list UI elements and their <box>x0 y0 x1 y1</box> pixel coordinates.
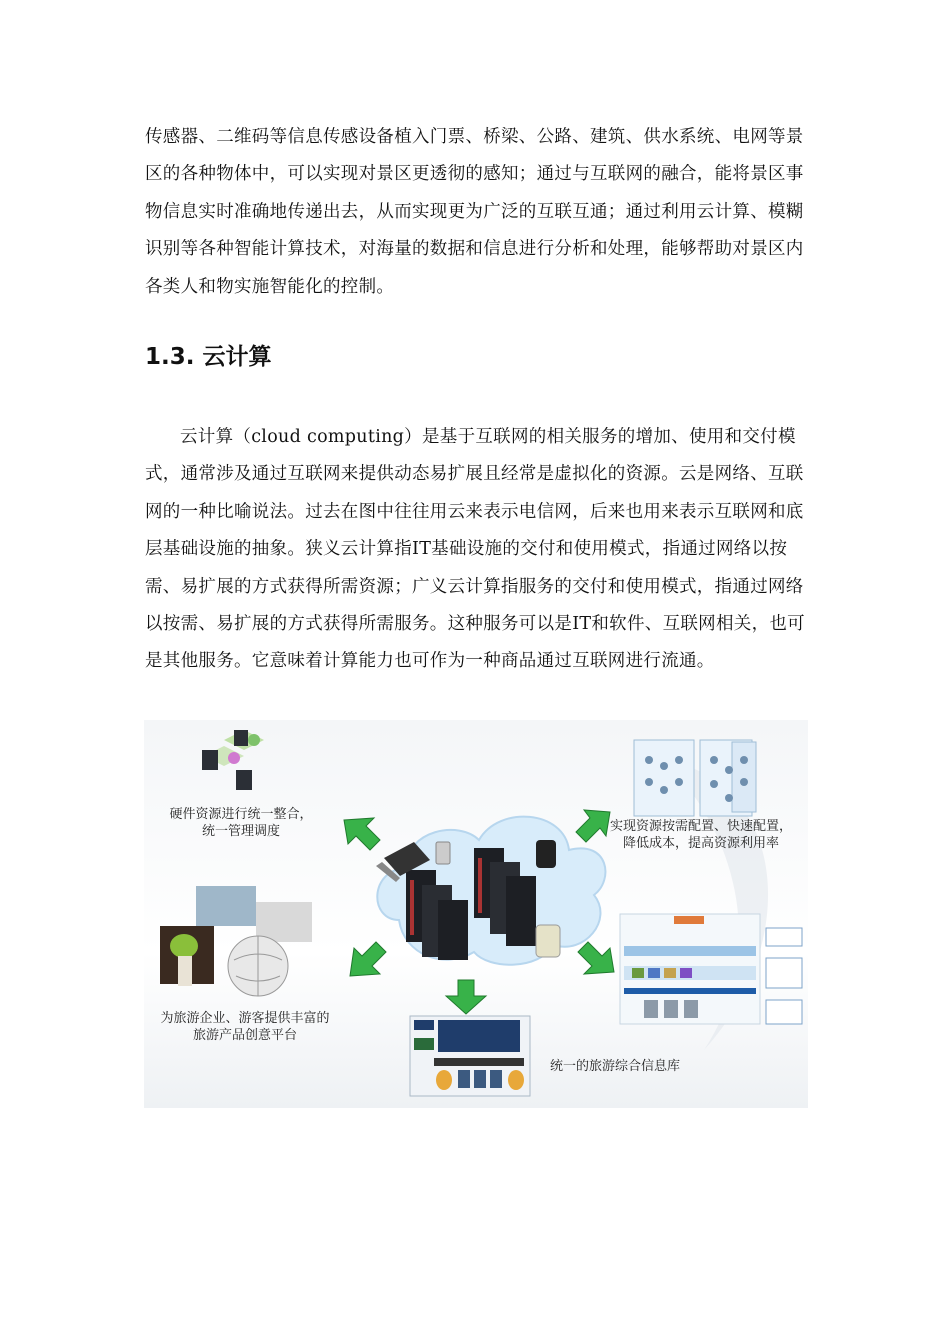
architecture-diagram-icon <box>620 914 802 1024</box>
arrow-bottom-left-icon <box>350 942 386 976</box>
body-paragraph-2: 云计算（cloud computing）是基于互联网的相关服务的增加、使用和交付模式，通常涉及通过互联网来提供动态易扩展且经常是虚拟化的资源。云是网络、互联网的一种比喻说法。过去在图中往往用云来表示电信网，后来也用来表示互联网和底层基础设施的抽象。狭义云计算指IT基础设施的交付和使用模式，指通过网络以按需、易扩展的方式获得所需资源；广义云计算指服务的交付和使用模式，指通过网络以按需、易扩展的方式获得所需服务。这种服务可以是IT和软件、互联网相关，也可是其他服务。它意味着计算能力也可作为一种商品通过互联网进行流通。 <box>145 427 805 672</box>
caption-hardware-integration: 硬件资源进行统一整合，统一管理调度 <box>169 807 313 839</box>
arrow-bottom-right-icon <box>578 942 614 974</box>
mobile-phone-icon <box>536 840 556 868</box>
tourism-photo-collage-icon <box>160 886 312 996</box>
caption-resource-allocation: 实现资源按需配置、快速配置，降低成本，提高资源利用率 <box>610 819 793 851</box>
section-heading: 1.3. 云计算 <box>145 344 272 370</box>
arrow-top-right-icon <box>576 810 610 842</box>
media-player-icon <box>436 842 450 864</box>
cloud-computing-figure <box>144 720 808 1108</box>
hardware-cluster-icon <box>202 730 264 790</box>
database-diagram-icon <box>410 1016 530 1096</box>
caption-info-database: 统一的旅游综合信息库 <box>550 1059 681 1074</box>
body-paragraph-1: 传感器、二维码等信息传感设备植入门票、桥梁、公路、建筑、供水系统、电网等景区的各种物体中，可以实现对景区更透彻的感知；通过与互联网的融合，能将景区事物信息实时准确地传递出去，从而实现更为广泛的互联互通；通过利用云计算、模糊识别等各种智能计算技术，对海量的数据和信息进行分析和处理，能够帮助对景区内各类人和物实施智能化的控制。 <box>145 127 804 297</box>
arrow-top-left-icon <box>344 818 380 850</box>
arrow-down-icon <box>446 980 486 1014</box>
figure-illustration <box>144 720 808 1108</box>
handheld-device-icon <box>536 925 560 957</box>
caption-tourism-platform: 为旅游企业、游客提供丰富的旅游产品创意平台 <box>160 1011 330 1043</box>
